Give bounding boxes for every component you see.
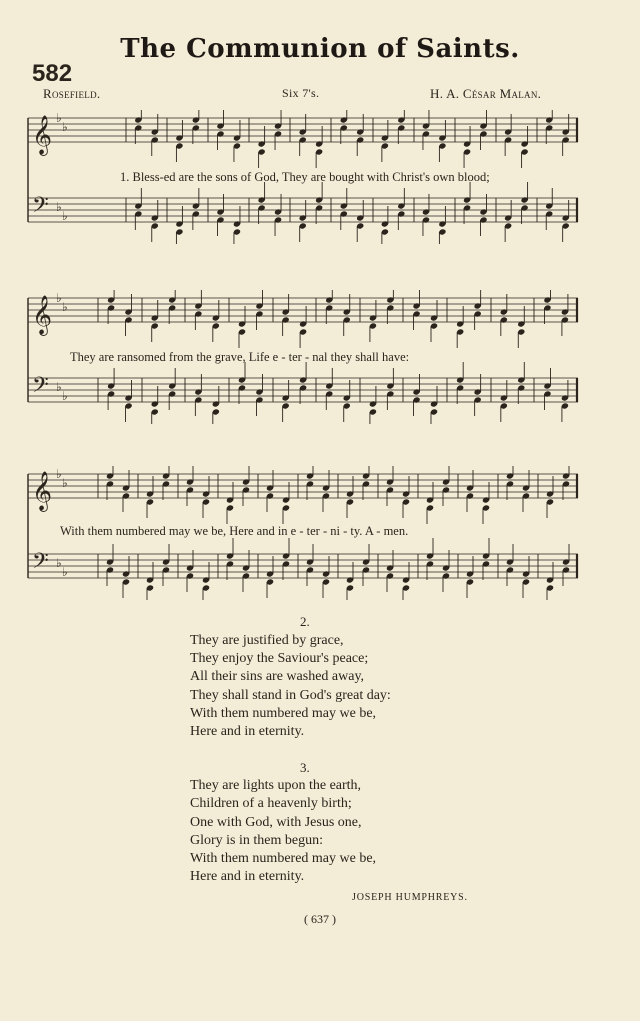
verse-3-number: 3. xyxy=(300,760,310,775)
verse-3-line-3: One with God, with Jesus one, xyxy=(190,815,362,830)
composer: H. A. César Malan. xyxy=(430,86,542,101)
verse-2-line-5: With them numbered may we be, xyxy=(190,706,377,721)
verse-3-line-1: They are lights upon the earth, xyxy=(190,778,362,793)
verse-2-line-2: They enjoy the Saviour's peace; xyxy=(190,651,369,666)
author-credit: JOSEPH HUMPHREYS. xyxy=(352,892,468,903)
metre: Six 7's. xyxy=(282,86,320,100)
flat-sign-icon: ♭ xyxy=(56,111,62,125)
verse-2-line-3: All their sins are washed away, xyxy=(190,669,365,684)
treble-clef-icon: 𝄞 xyxy=(32,295,53,335)
verse-2-line-6: Here and in eternity. xyxy=(190,724,305,739)
flat-sign-icon: ♭ xyxy=(62,476,68,490)
hymn-number: 582 xyxy=(32,60,73,87)
flat-sign-icon: ♭ xyxy=(62,120,68,134)
verse-2-line-4: They shall stand in God's great day: xyxy=(190,688,391,703)
treble-clef-icon: 𝄞 xyxy=(32,471,53,511)
verse-3-line-2: Children of a heavenly birth; xyxy=(190,796,352,811)
flat-sign-icon: ♭ xyxy=(56,380,62,394)
bass-clef-icon: 𝄢 xyxy=(32,193,49,223)
lyric-line-2: They are ransomed from the grave, Life e - ter - nal they shall have: xyxy=(70,350,410,364)
flat-sign-icon: ♭ xyxy=(56,291,62,305)
flat-sign-icon: ♭ xyxy=(56,556,62,570)
flat-sign-icon: ♭ xyxy=(62,565,68,579)
hymn-title: The Communion of Saints. xyxy=(120,34,520,64)
lyric-line-1: 1. Bless-ed are the sons of God, They are bought with Christ's own blood; xyxy=(120,170,490,184)
flat-sign-icon: ♭ xyxy=(56,200,62,214)
bass-clef-icon: 𝄢 xyxy=(32,373,49,403)
bass-clef-icon: 𝄢 xyxy=(32,549,49,579)
flat-sign-icon: ♭ xyxy=(62,209,68,223)
tune-name: Rosefield. xyxy=(43,86,101,101)
verse-2-line-1: They are justified by grace, xyxy=(190,633,344,648)
lyric-line-3: With them numbered may we be, Here and in e - ter - ni - ty. A - men. xyxy=(60,524,409,538)
page-number: ( 637 ) xyxy=(304,912,336,926)
verse-3-line-6: Here and in eternity. xyxy=(190,869,305,884)
verse-2-number: 2. xyxy=(300,614,310,629)
verse-3-line-4: Glory is in them begun: xyxy=(190,833,323,848)
flat-sign-icon: ♭ xyxy=(62,300,68,314)
flat-sign-icon: ♭ xyxy=(56,467,62,481)
flat-sign-icon: ♭ xyxy=(62,389,68,403)
verse-3-line-5: With them numbered may we be, xyxy=(190,851,377,866)
treble-clef-icon: 𝄞 xyxy=(32,115,53,155)
